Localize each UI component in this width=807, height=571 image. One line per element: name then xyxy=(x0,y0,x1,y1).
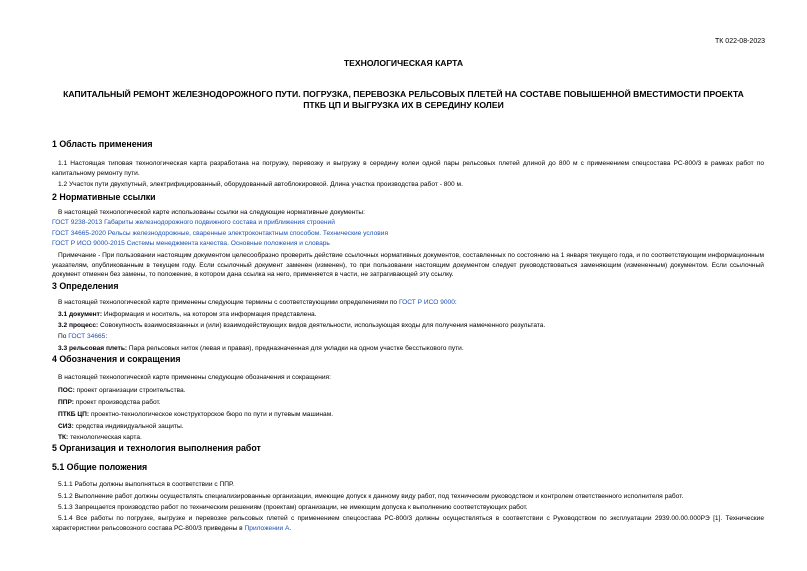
section-5-1-heading: 5.1 Общие положения xyxy=(52,462,148,472)
section-1-heading: 1 Область применения xyxy=(52,139,153,149)
section-3-intro-text: В настоящей технологической карте применены следующие термины с соответствующими определениями по xyxy=(58,299,399,306)
definition-process-text: Совокупность взаимосвязанных и (или) взаимодействующих видов деятельности, использующая входы для получения намеченного результата. xyxy=(98,322,546,329)
abbreviation-item xyxy=(58,410,764,420)
abbreviation-text: проектно-технологическое конструкторское бюро по пути и путевым машинам. xyxy=(89,411,334,418)
section-5-paragraph-1: 5.1.1 Работы должны выполняться в соответствии с ППР. xyxy=(58,481,234,488)
link-gost-34665[interactable]: ГОСТ 34665 xyxy=(68,333,106,340)
abbreviation-text: проект организации строительства. xyxy=(74,387,186,394)
term-process: 3.2 процесс: xyxy=(58,322,99,329)
abbreviation-text: проект производства работ. xyxy=(74,399,161,406)
section-3-heading: 3 Определения xyxy=(52,281,119,291)
definition-document-text: Информация и носитель, на котором эта информация представлена. xyxy=(102,311,317,318)
abbreviation-item xyxy=(58,386,764,396)
subtitle-line-2: ПТКБ ЦП И ВЫГРУЗКА ИХ В СЕРЕДИНУ КОЛЕИ xyxy=(303,100,504,110)
link-gost-iso-9000[interactable]: ГОСТ Р ИСО 9000 xyxy=(398,299,455,306)
section-5-paragraph-4 xyxy=(52,514,764,533)
abbreviation-term: СИЗ: xyxy=(58,423,74,430)
section-3-intro xyxy=(58,298,764,308)
reference-link-gost-34665[interactable]: ГОСТ 34665-2020 Рельсы железнодорожные, сваренные электроконтактным способом. Технические условия xyxy=(52,230,389,237)
definition-source-prefix: По xyxy=(58,333,69,340)
definition-rail-string-text: Пара рельсовых ниток (левая и правая), предназначенная для укладки на одном участке бесстыкового пути. xyxy=(127,345,464,352)
document-subtitle xyxy=(40,89,767,111)
abbreviation-term: ПОС: xyxy=(58,387,75,394)
section-5-paragraph-2: 5.1.2 Выполнение работ должны осуществлять специализированные организации, имеющие допуск к данному виду работ, под техническим руководством и контролем ответственного исполнителя работ. xyxy=(58,493,684,500)
subtitle-line-1: КАПИТАЛЬНЫЙ РЕМОНТ ЖЕЛЕЗНОДОРОЖНОГО ПУТИ. ПОГРУЗКА, ПЕРЕВОЗКА РЕЛЬСОВЫХ ПЛЕТЕЙ НА СОСТАВЕ ПОВЫШЕННОЙ ВМЕСТИМОСТИ ПРОЕКТА xyxy=(63,89,744,99)
section-5-paragraph-3: 5.1.3 Запрещается производство работ по техническим решениям (проектам) организации, не имеющим допуска к выполнению соответствующих работ. xyxy=(58,504,528,511)
reference-link-gost-iso-9000[interactable]: ГОСТ Р ИСО 9000-2015 Системы менеджмента качества. Основные положения и словарь xyxy=(52,240,330,247)
section-2-heading: 2 Нормативные ссылки xyxy=(52,192,156,202)
section-3-intro-end: : xyxy=(454,299,457,306)
document-title: ТЕХНОЛОГИЧЕСКАЯ КАРТА xyxy=(343,58,464,68)
definition-document xyxy=(58,310,764,320)
abbreviation-term: ПТКБ ЦП: xyxy=(58,411,90,418)
abbreviation-term: ППР: xyxy=(58,399,74,406)
section-4-heading: 4 Обозначения и сокращения xyxy=(52,354,181,364)
term-document: 3.1 документ: xyxy=(58,311,103,318)
term-rail-string: 3.3 рельсовая плеть: xyxy=(58,345,128,352)
definition-process xyxy=(58,321,764,331)
reference-link-gost-9238[interactable]: ГОСТ 9238-2013 Габариты железнодорожного подвижного состава и приближения строений xyxy=(52,219,335,226)
section-2-intro: В настоящей технологической карте использованы ссылки на следующие нормативные документы: xyxy=(58,209,365,216)
abbreviation-item xyxy=(58,422,764,432)
abbreviation-item xyxy=(58,398,764,408)
section-5-heading: 5 Организация и технология выполнения работ xyxy=(52,443,261,453)
abbreviation-item xyxy=(58,433,764,443)
abbreviation-text: средства индивидуальной защиты. xyxy=(73,423,184,430)
document-number: ТК 022-08-2023 xyxy=(715,38,765,45)
section-4-intro: В настоящей технологической карте применены следующие обозначения и сокращения: xyxy=(58,374,331,381)
section-2-note: Примечание - При пользовании настоящим документом целесообразно проверить действие ссылочных нормативных документов, составленных по состоянию на 1 января текущего года, и по соответствующим информационным указателям, опубликованным в текущем году. Если ссылочный документ заменен (изменен), то при пользовании настоящим документом следует руководствоваться заменяющим (измененным) документом. Если ссылочный документ отменен без замены, то положение, в котором дана ссылка на него, применяется в части, не затрагивающей эту ссылку. xyxy=(52,252,764,279)
definition-source-end: : xyxy=(105,333,108,340)
section-1-paragraph-2: 1.2 Участок пути двухпутный, электрифицированный, оборудованный автоблокировкой. Длина участка производства работ - 800 м. xyxy=(58,181,463,188)
abbreviation-text: технологическая карта. xyxy=(68,434,142,441)
abbreviation-term: ТК: xyxy=(58,434,69,441)
definition-source xyxy=(58,332,764,342)
section-1-paragraph-1: 1.1 Настоящая типовая технологическая карта разработана на погрузку, перевозку и выгрузку в середину колеи одной пары рельсовых плетей длиной до 800 м с применением спецсостава РС-800/3 в рамках работ по капитальному ремонту пути. xyxy=(52,160,764,177)
section-5-paragraph-4-end: . xyxy=(289,524,292,532)
section-5-paragraph-4-text: 5.1.4 Все работы по погрузке, выгрузке и перевозке рельсовых плетей с применением спецсостава РС-800/3 должны осуществляться в соответствии с Руководством по эксплуатации 2939.00.00.000РЭ [1]. Технические характеристики рельсовозного состава РС-800/3 приведены в xyxy=(52,515,764,532)
link-appendix-a[interactable]: Приложении А xyxy=(244,524,290,532)
definition-rail-string xyxy=(58,344,764,354)
